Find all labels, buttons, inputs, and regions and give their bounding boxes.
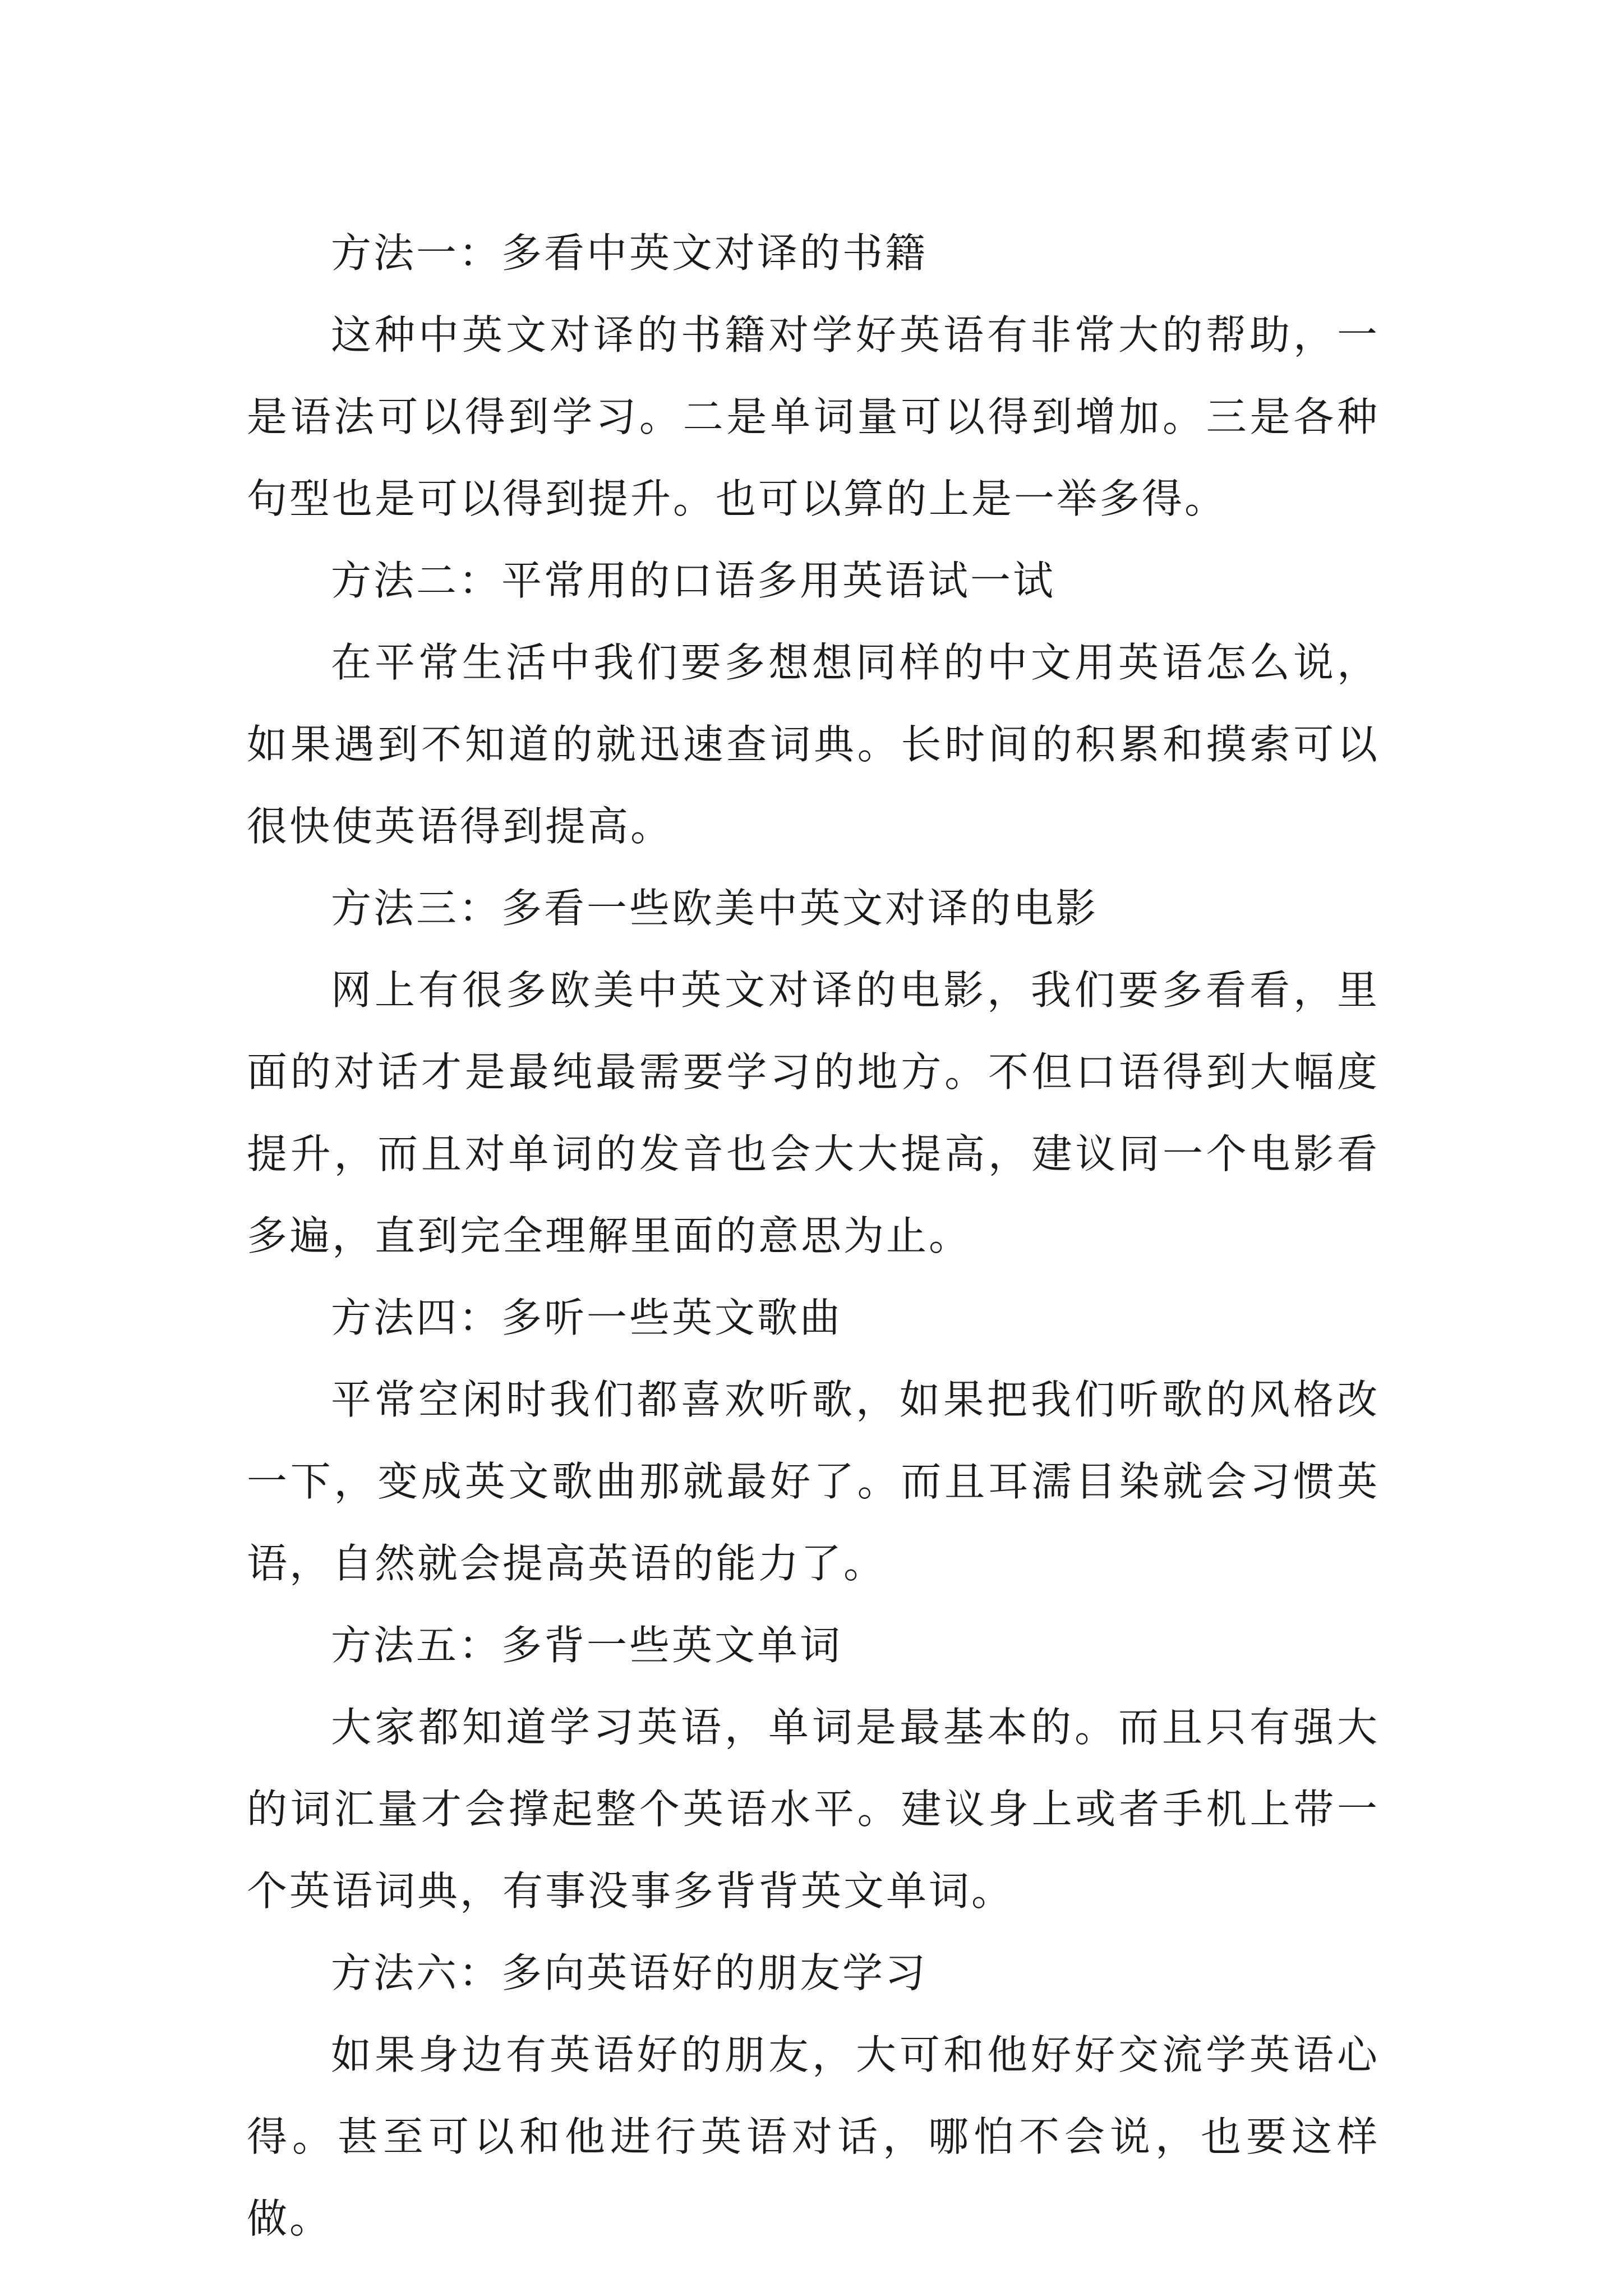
section-heading-1: 方法一：多看中英文对译的书籍 <box>331 229 928 277</box>
section-paragraph-1: 这种中英文对译的书籍对学好英语有非常大的帮助，一是语法可以得到学习。二是单词量可以得到增加。三是各种句型也是可以得到提升。也可以算的上是一举多得。 <box>247 311 1380 522</box>
section-paragraph-3: 网上有很多欧美中英文对译的电影，我们要多看看，里面的对话才是最纯最需要学习的地方。不但口语得到大幅度提升，而且对单词的发音也会大大提高，建议同一个电影看多遍，直到完全理解里面的意思为止。 <box>247 967 1380 1259</box>
section-heading-4: 方法四：多听一些英文歌曲 <box>331 1294 843 1341</box>
section-paragraph-5: 大家都知道学习英语，单词是最基本的。而且只有强大的词汇量才会撑起整个英语水平。建议身上或者手机上带一个英语词典，有事没事多背背英文单词。 <box>247 1704 1380 1915</box>
document-body <box>247 212 1380 2260</box>
section-paragraph-4: 平常空闲时我们都喜欢听歌，如果把我们听歌的风格改一下，变成英文歌曲那就最好了。而且耳濡目染就会习惯英语，自然就会提高英语的能力了。 <box>247 1376 1380 1587</box>
section-heading-2: 方法二：平常用的口语多用英语试一试 <box>331 557 1056 604</box>
section-paragraph-2: 在平常生活中我们要多想想同样的中文用英语怎么说，如果遇到不知道的就迅速查词典。长时间的积累和摸索可以很快使英语得到提高。 <box>247 639 1380 850</box>
section-heading-5: 方法五：多背一些英文单词 <box>331 1622 843 1669</box>
section-heading-3: 方法三：多看一些欧美中英文对译的电影 <box>331 885 1099 932</box>
section-heading-6: 方法六：多向英语好的朋友学习 <box>331 1949 928 1996</box>
section-paragraph-6: 如果身边有英语好的朋友，大可和他好好交流学英语心得。甚至可以和他进行英语对话，哪怕不会说，也要这样做。 <box>247 2031 1380 2242</box>
